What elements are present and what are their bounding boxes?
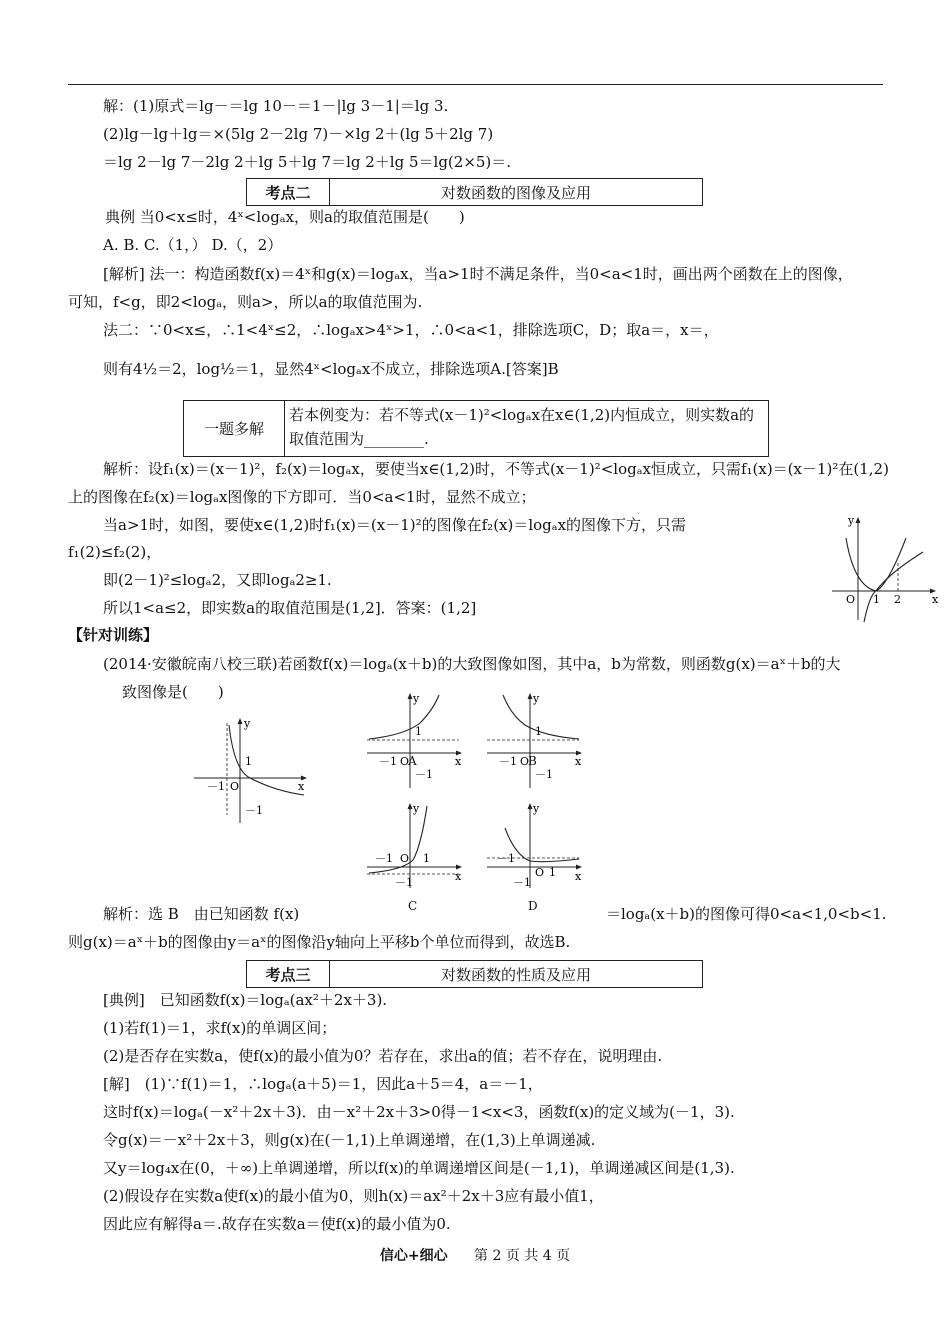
- variant-solution-1: 解析：设f₁(x)＝(x－1)²，f₂(x)＝logₐx，要使当x∈(1,2)时，不等式(x－1)²<logₐx恒成立，只需f₁(x)＝(x－1)²在(1,2): [103, 460, 889, 478]
- axis-label-y: y: [413, 802, 420, 815]
- section-heading-3: [246, 960, 703, 988]
- example-3-solution-2: 这时f(x)＝logₐ(－x²＋2x＋3)．由－x²＋2x＋3>0得－1<x<3，函数f(x)的定义域为(－1，3).: [103, 1103, 735, 1121]
- training-solution-1a: 解析：选 B 由已知函数 f(x): [103, 905, 300, 923]
- tick-label-neg1-y: －1: [415, 768, 433, 781]
- tick-label-1: 1: [873, 593, 880, 606]
- solution-line-1: 解：(1)原式＝lg－＝lg 10－＝1－|lg 3－1|＝lg 3.: [103, 97, 449, 115]
- tick-label-neg1: －1: [499, 755, 517, 768]
- tick-label-neg1: －1: [379, 755, 397, 768]
- example-3-solution-4: 又y＝log₄x在(0，＋∞)上单调递增，所以f(x)的单调递增区间是(－1,1)，单调递减区间是(1,3).: [103, 1159, 735, 1177]
- axis-label-x: x: [455, 755, 462, 768]
- variant-graph: [828, 512, 940, 624]
- tick-label-2: 2: [894, 593, 901, 606]
- option-c-label: C: [408, 899, 418, 913]
- tick-label-neg1-y: －1: [535, 768, 553, 781]
- training-heading: 【针对训练】: [68, 626, 159, 644]
- example-3-solution-1: [解] (1)∵f(1)＝1，∴logₐ(a＋5)＝1，因此a＋5＝4，a＝－1，: [103, 1075, 543, 1093]
- example-3-solution-3: 令g(x)＝－x²＋2x＋3，则g(x)在(－1,1)上单调递增，在(1,3)上单调递减.: [103, 1131, 596, 1149]
- training-solution-2: 则g(x)＝aˣ＋b的图像由y＝aˣ的图像沿y轴向上平移b个单位而得到，故选B.: [68, 933, 571, 951]
- option-a-graph: [365, 690, 465, 790]
- page-footer: [0, 1245, 950, 1265]
- example-3-solution-5: (2)假设存在实数a使f(x)的最小值为0，则h(x)＝ax²＋2x＋3应有最小值1，: [103, 1187, 604, 1205]
- tick-label-neg1: －1: [375, 852, 393, 865]
- tick-label-neg1-y: －1: [245, 804, 263, 817]
- example-3-part-1: (1)若f(1)＝1，求f(x)的单调区间；: [103, 1019, 337, 1037]
- axis-label-y: y: [533, 692, 540, 705]
- origin-label: O: [520, 755, 530, 768]
- example-3-question: [典例] 已知函数f(x)＝logₐ(ax²＋2x＋3).: [103, 991, 388, 1009]
- axis-label-x: x: [932, 593, 939, 606]
- training-question: (2014·安徽皖南八校三联)若函数f(x)＝logₐ(x＋b)的大致图像如图，其中a，b为常数，则函数g(x)＝aˣ＋b的大: [103, 655, 841, 673]
- tick-label-neg1-y: －1: [513, 876, 531, 889]
- origin-label: O: [846, 593, 856, 606]
- axis-label-y: y: [413, 692, 420, 705]
- footer-brand: 信心+细心: [379, 1248, 448, 1264]
- variant-box: [183, 400, 769, 457]
- given-log-graph: [190, 715, 310, 825]
- answer-choices: A. B. C.（1，） D.（，2）: [103, 236, 283, 254]
- training-question-cont: 致图像是( ): [122, 683, 224, 701]
- section-label: 考点二: [247, 179, 330, 205]
- origin-label: O: [535, 866, 545, 879]
- analysis-method-2-cont: 则有4½＝2，log½＝1，显然4ˣ<logₐx不成立，排除选项A.[答案]B: [103, 360, 559, 378]
- tick-label-1: 1: [549, 866, 556, 879]
- section-label: 考点三: [247, 961, 330, 987]
- option-c-graph: [365, 800, 465, 890]
- tick-label-1: 1: [245, 755, 252, 768]
- tick-label-1: 1: [423, 852, 430, 865]
- option-d-graph: [485, 800, 585, 890]
- origin-label: O: [400, 755, 410, 768]
- section-title: 对数函数的性质及应用: [440, 965, 591, 984]
- option-b-label: B: [528, 754, 537, 768]
- origin-label: O: [400, 852, 410, 865]
- tick-label-1: 1: [415, 725, 422, 738]
- variant-solution-6: 所以1<a≤2，即实数a的取值范围是(1,2]．答案：(1,2]: [103, 599, 477, 617]
- example-question: 典例 当0<x≤时，4ˣ<logₐx，则a的取值范围是( ): [105, 208, 465, 226]
- example-3-solution-6: 因此应有解得a＝.故存在实数a＝使f(x)的最小值为0.: [103, 1215, 451, 1233]
- axis-label-y: y: [244, 717, 251, 730]
- variant-solution-5: 即(2－1)²≤logₐ2，又即logₐ2≥1.: [103, 571, 332, 589]
- training-solution-1b: ＝logₐ(x＋b)的图像可得0<a<1,0<b<1.: [606, 905, 887, 923]
- variant-text: 若本例变为：若不等式(x－1)²<logₐx在x∈(1,2)内恒成立，则实数a的取值范围为________.: [289, 406, 755, 448]
- axis-label-x: x: [455, 870, 462, 883]
- tick-label-neg1: －1: [497, 852, 515, 865]
- option-d-label: D: [528, 899, 538, 913]
- tick-label-neg1-y: －1: [395, 876, 413, 889]
- variant-label: 一题多解: [184, 401, 285, 456]
- section-heading-2: [246, 178, 703, 206]
- solution-line-3: ＝lg 2－lg 7－2lg 2＋lg 5＋lg 7＝lg 2＋lg 5＝lg(2×5)＝.: [103, 153, 512, 171]
- example-3-part-2: (2)是否存在实数a，使f(x)的最小值为0？若存在，求出a的值；若不存在，说明理由.: [103, 1047, 663, 1065]
- footer-page-number: 第 2 页 共 4 页: [474, 1248, 571, 1264]
- section-title: 对数函数的图像及应用: [440, 183, 591, 202]
- variant-solution-2: 上的图像在f₂(x)＝logₐx图像的下方即可．当0<a<1时，显然不成立；: [68, 488, 536, 506]
- axis-label-x: x: [298, 780, 305, 793]
- tick-label-1: 1: [535, 725, 542, 738]
- top-rule: [68, 84, 883, 85]
- origin-label: O: [230, 780, 240, 793]
- solution-line-2: (2)lg－lg＋lg＝×(5lg 2－2lg 7)－×lg 2＋(lg 5＋2lg 7): [103, 125, 494, 143]
- axis-label-x: x: [575, 870, 582, 883]
- option-b-graph: [485, 690, 585, 790]
- analysis-method-2: 法二：∵0<x≤，∴1<4ˣ≤2，∴logₐx>4ˣ>1，∴0<a<1，排除选项C，D；取a＝，x＝，: [103, 321, 719, 339]
- tick-label-neg1: －1: [207, 780, 225, 793]
- option-a-label: A: [408, 754, 417, 768]
- variant-solution-3: 当a>1时，如图，要使x∈(1,2)时f₁(x)＝(x－1)²的图像在f₂(x)＝logₐx的图像下方，只需: [103, 516, 687, 534]
- analysis-method-1: [解析] 法一：构造函数f(x)＝4ˣ和g(x)＝logₐx，当a>1时不满足条件，当0<a<1时，画出两个函数在上的图像，: [103, 265, 853, 283]
- variant-solution-4: f₁(2)≤f₂(2)，: [68, 543, 162, 561]
- axis-label-y: y: [533, 802, 540, 815]
- axis-label-y: y: [848, 514, 855, 527]
- analysis-method-1-cont: 可知，f<g，即2<logₐ，则a>，所以a的取值范围为.: [68, 293, 423, 311]
- axis-label-x: x: [575, 755, 582, 768]
